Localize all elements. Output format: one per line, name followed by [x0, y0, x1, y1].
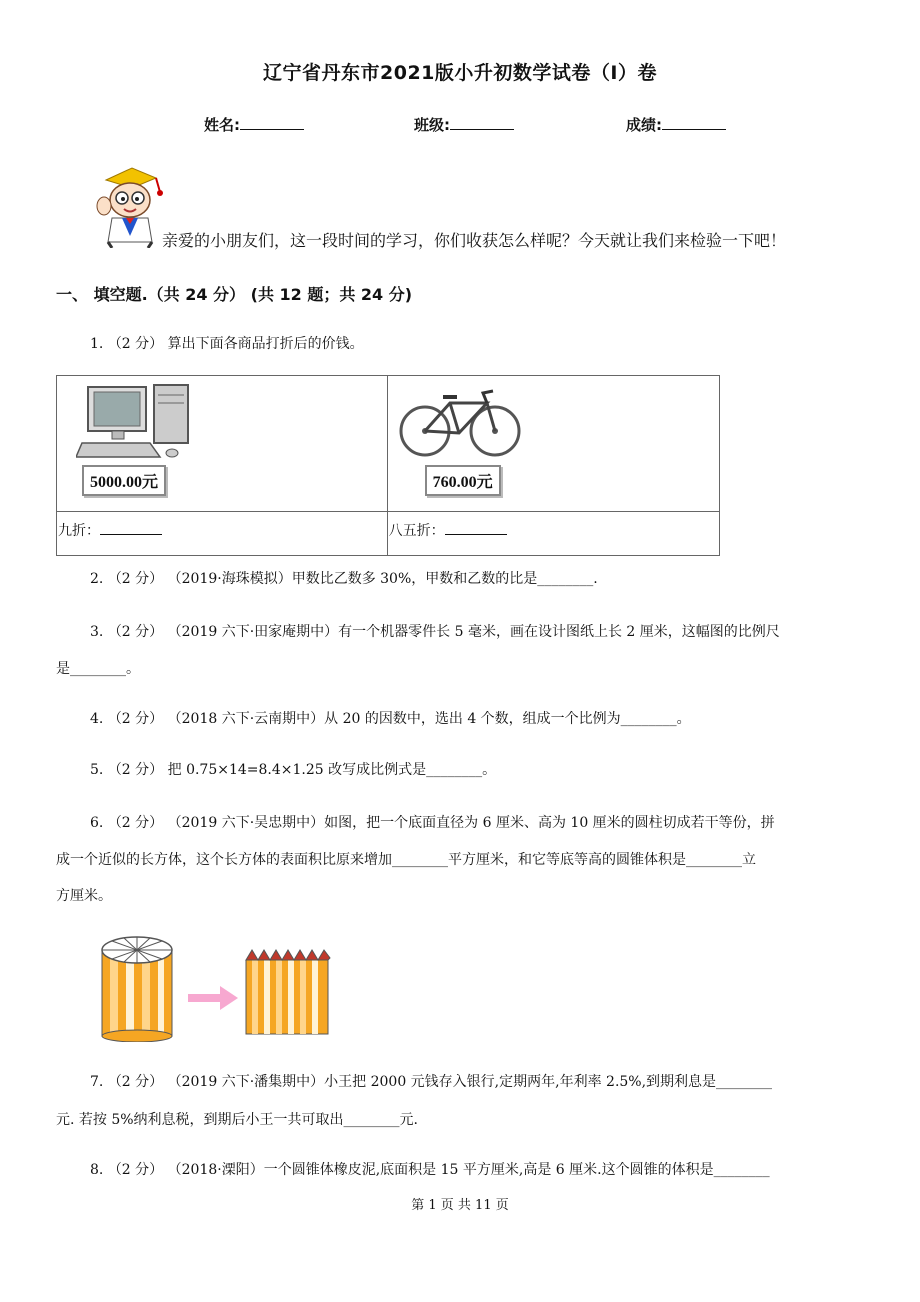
bicycle-cell [387, 376, 719, 512]
name-field [204, 114, 304, 135]
question-number: 5. [90, 762, 104, 778]
question-8 [90, 1156, 770, 1184]
question-text: （2018 六下·云南期中）从 20 的因数中，选出 4 个数，组成一个比例为________。 [167, 711, 691, 727]
question-4 [90, 705, 691, 733]
question-number: 3. [90, 624, 104, 640]
question-text: （2019 六下·吴忠期中）如图，把一个底面直径为 6 厘米、高为 10 厘米的圆柱切成若干等份，拼 [167, 815, 775, 831]
computer-cell [57, 376, 388, 512]
discount-90-cell [57, 512, 388, 556]
pink-arrow-icon [188, 986, 238, 1010]
question-score: （2 分） [107, 624, 164, 640]
cuboid-shape [246, 950, 330, 1034]
class-field [414, 114, 514, 135]
question-text: （2019·海珠模拟）甲数比乙数多 30%，甲数和乙数的比是________. [167, 571, 598, 587]
section-heading: 一、 填空题.（共 24 分） (共 12 题；共 24 分) [56, 285, 413, 304]
discount-85-blank[interactable] [445, 522, 507, 535]
greeting-text: 亲爱的小朋友们，这一段时间的学习，你们收获怎么样呢？今天就让我们来检验一下吧！ [162, 231, 787, 250]
question-number: 1. [90, 336, 104, 352]
question-number: 6. [90, 815, 104, 831]
question-score: （2 分） [107, 1074, 164, 1090]
class-blank[interactable] [450, 115, 514, 130]
name-blank[interactable] [240, 115, 304, 130]
score-field [626, 114, 726, 135]
question-3 [90, 618, 780, 646]
cylinder-shape [102, 937, 172, 1042]
question-score: （2 分） [107, 711, 164, 727]
computer-image [76, 383, 206, 463]
discount-90-blank[interactable] [100, 522, 162, 535]
discount-table [56, 375, 720, 556]
mascot-doctor-image [92, 166, 166, 248]
discount-85-label: 八五折： [388, 523, 445, 539]
question-text: （2019 六下·田家庵期中）有一个机器零件长 5 毫米，画在设计图纸上长 2 厘米，这幅图的比例尺 [167, 624, 780, 640]
question-score: （2 分） [107, 571, 164, 587]
question-score: （2 分） [107, 1162, 164, 1178]
question-6-line-3: 方厘米。 [56, 888, 112, 904]
class-label: 班级: [414, 116, 450, 134]
question-6-line-2: 成一个近似的长方体，这个长方体的表面积比原来增加________平方厘米，和它等底等高的圆锥体积是________立 [56, 852, 756, 868]
question-number: 7. [90, 1074, 104, 1090]
cylinder-to-cuboid-figure [96, 930, 346, 1042]
question-number: 2. [90, 571, 104, 587]
page-title: 辽宁省丹东市2021版小升初数学试卷（I）卷 [263, 62, 657, 84]
question-7-line-2: 元. 若按 5%纳利息税，到期后小王一共可取出________元. [56, 1112, 419, 1128]
question-text: （2018·溧阳）一个圆锥体橡皮泥,底面积是 15 平方厘米,高是 6 厘米.这个圆锥的体积是________ [167, 1162, 770, 1178]
bicycle-image [395, 383, 525, 463]
question-number: 4. [90, 711, 104, 727]
question-score: （2 分） [107, 762, 164, 778]
discount-85-cell [387, 512, 719, 556]
question-3-line-2: 是________。 [56, 661, 140, 677]
question-5 [90, 756, 496, 784]
question-text: 把 0.75×14=8.4×1.25 改写成比例式是________。 [167, 762, 497, 778]
page-footer: 第 1 页 共 11 页 [411, 1198, 509, 1213]
question-score: （2 分） [107, 336, 164, 352]
question-text: （2019 六下·潘集期中）小王把 2000 元钱存入银行,定期两年,年利率 2.5%,到期利息是________ [167, 1074, 773, 1090]
question-score: （2 分） [107, 815, 164, 831]
price-tag-computer: 5000.00元 [82, 465, 166, 496]
question-2 [90, 565, 598, 593]
price-tag-bicycle: 760.00元 [425, 465, 501, 496]
question-1 [90, 330, 364, 358]
name-label: 姓名: [204, 116, 240, 134]
score-blank[interactable] [662, 115, 726, 130]
question-number: 8. [90, 1162, 104, 1178]
question-text: 算出下面各商品打折后的价钱。 [167, 336, 364, 352]
question-7 [90, 1068, 772, 1096]
score-label: 成绩: [626, 116, 662, 134]
discount-90-label: 九折： [58, 523, 100, 539]
question-6 [90, 809, 775, 837]
